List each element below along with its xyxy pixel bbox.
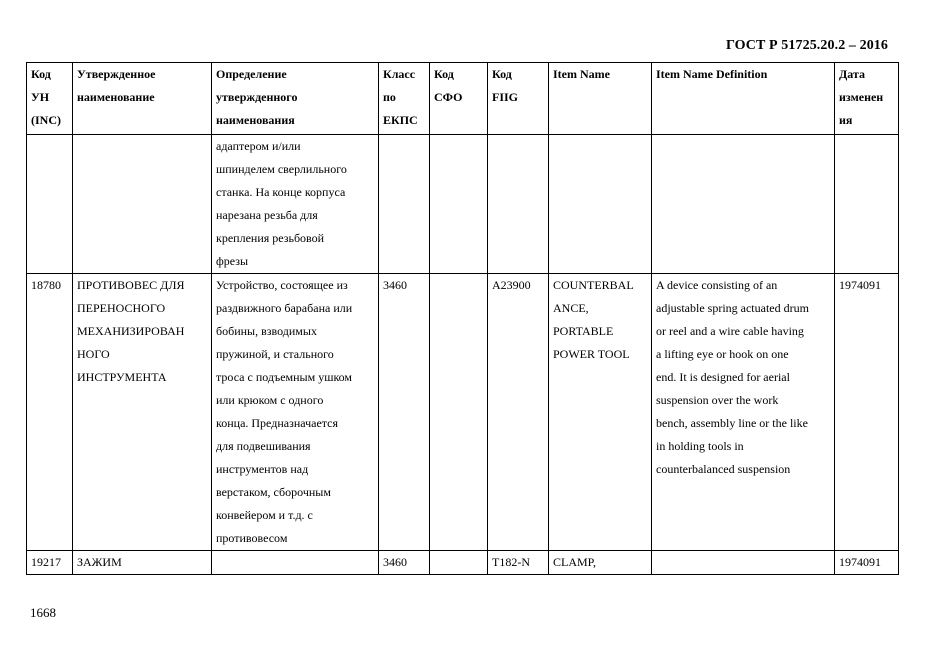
cell-sfo [430, 551, 488, 575]
cell-inc [27, 135, 73, 274]
cell-item-name [549, 135, 652, 274]
cell-item-definition [652, 551, 835, 575]
cell-class: 3460 [379, 551, 430, 575]
cell-date: 1974091 [835, 551, 899, 575]
cell-class [379, 135, 430, 274]
cell-definition: адаптером и/или шпинделем сверлильного станка. На конце корпуса нарезана резьба для крепления резьбовой фрезы [212, 135, 379, 274]
table-row [27, 274, 899, 551]
cell-date [835, 135, 899, 274]
table-header-row [27, 63, 899, 135]
cell-inc: 19217 [27, 551, 73, 575]
page-number: 1668 [30, 605, 56, 620]
column-header-date: Дата изменен ия [835, 63, 899, 135]
cell-name: ЗАЖИМ [73, 551, 212, 575]
column-header-class: Класс по ЕКПС [379, 63, 430, 135]
column-header-sfo: Код СФО [430, 63, 488, 135]
column-header-approved-name: Утвержденное наименование [73, 63, 212, 135]
table-row [27, 551, 899, 575]
cell-fiig: T182-N [488, 551, 549, 575]
catalog-table [26, 62, 899, 575]
cell-sfo [430, 274, 488, 551]
column-header-fiig: Код FIIG [488, 63, 549, 135]
cell-item-name: CLAMP, [549, 551, 652, 575]
cell-fiig: A23900 [488, 274, 549, 551]
cell-definition [212, 551, 379, 575]
cell-definition: Устройство, состоящее из раздвижного барабана или бобины, взводимых пружиной, и стального троса с подъемным ушком или крюком с одного конца. Предназначается для подвешивания инструментов над верстаком, сборочным конвейером и т.д. с противовесом [212, 274, 379, 551]
cell-class: 3460 [379, 274, 430, 551]
table-row [27, 135, 899, 274]
cell-sfo [430, 135, 488, 274]
cell-name: ПРОТИВОВЕС ДЛЯ ПЕРЕНОСНОГО МЕХАНИЗИРОВАН НОГО ИНСТРУМЕНТА [73, 274, 212, 551]
cell-name [73, 135, 212, 274]
cell-item-definition [652, 135, 835, 274]
cell-item-name: COUNTERBAL ANCE, PORTABLE POWER TOOL [549, 274, 652, 551]
cell-inc: 18780 [27, 274, 73, 551]
column-header-definition: Определение утвержденного наименования [212, 63, 379, 135]
cell-item-definition: A device consisting of an adjustable spring actuated drum or reel and a wire cable having a lifting eye or hook on one end. It is designed for aerial suspension over the work bench, assembly line or the like in holding tools in counterbalanced suspension [652, 274, 835, 551]
column-header-inc: Код УН (INC) [27, 63, 73, 135]
cell-date: 1974091 [835, 274, 899, 551]
column-header-item-name: Item Name [549, 63, 652, 135]
column-header-item-definition: Item Name Definition [652, 63, 835, 135]
cell-fiig [488, 135, 549, 274]
document-standard-title: ГОСТ Р 51725.20.2 – 2016 [725, 38, 888, 53]
